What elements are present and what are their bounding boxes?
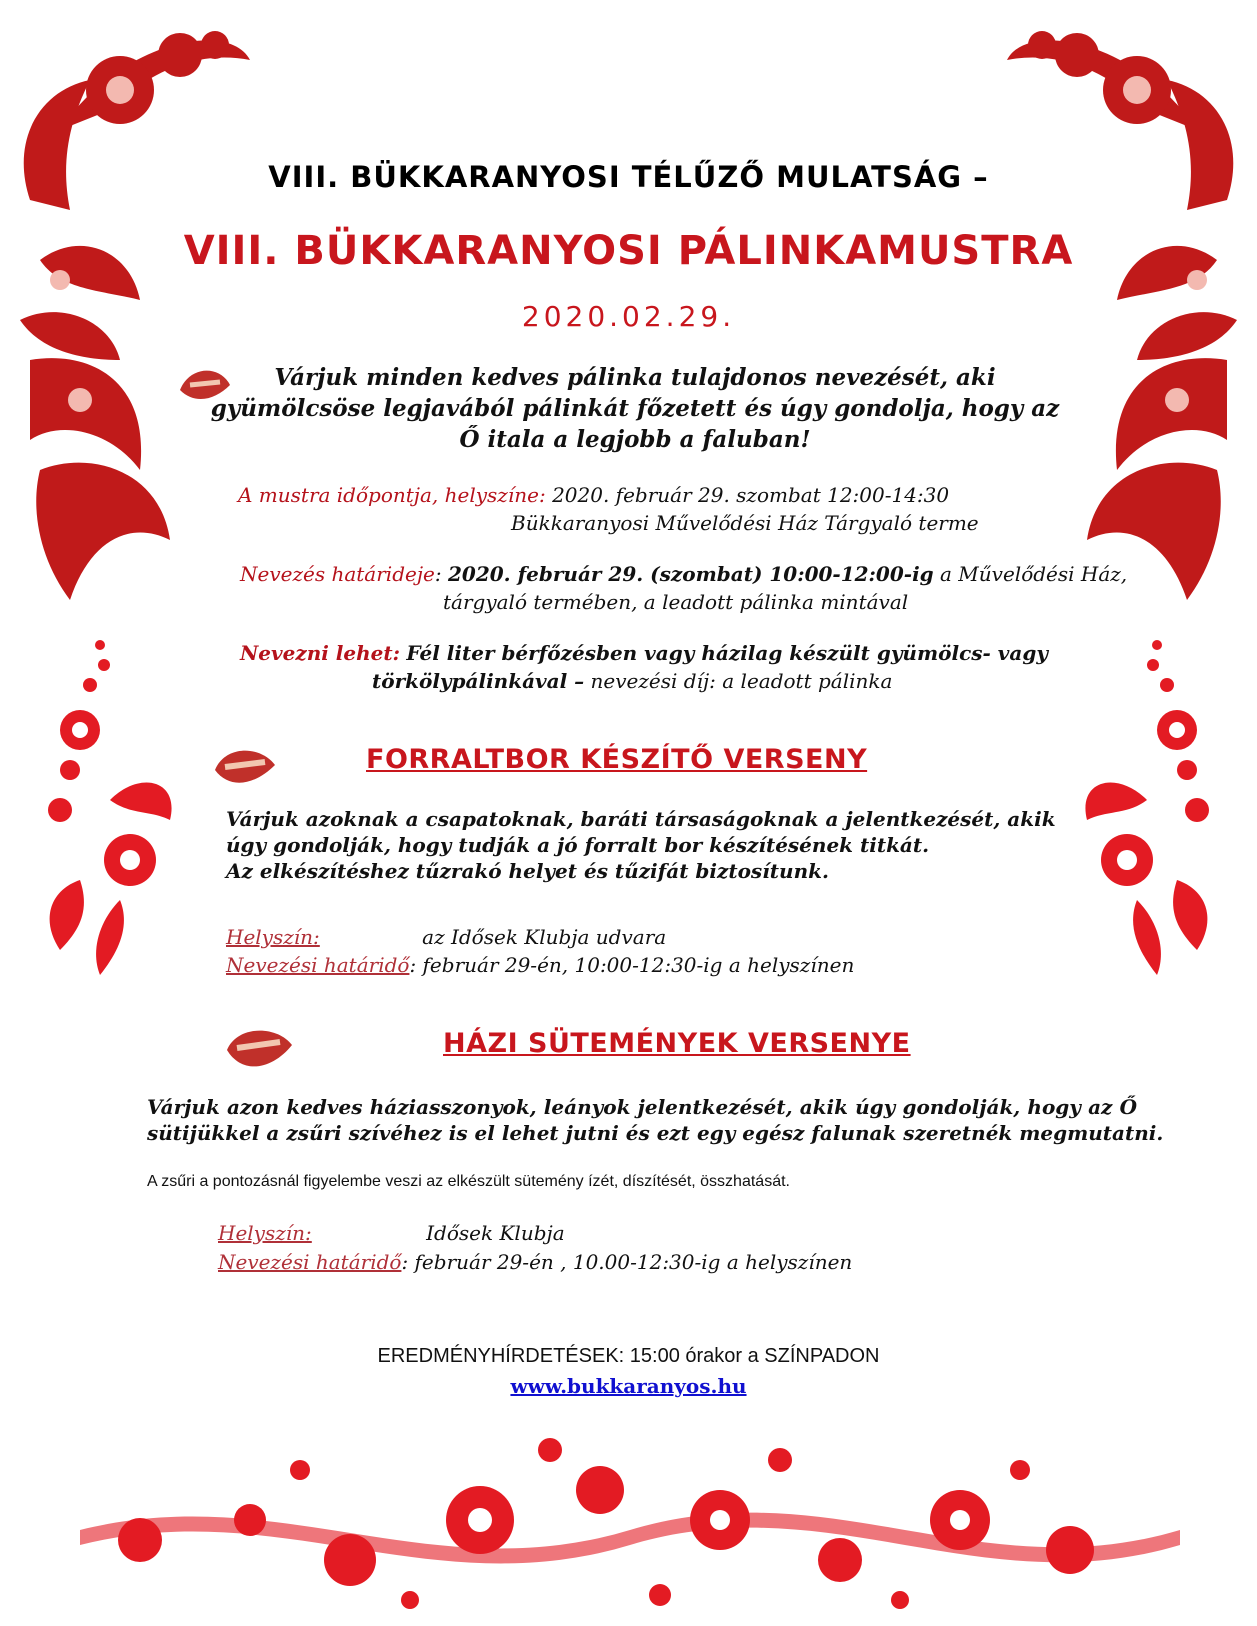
forraltbor-deadline-row <box>226 952 854 978</box>
mustra-entry-label: Nevezni lehet: <box>240 641 401 665</box>
forraltbor-text-line3: Az elkészítéshez tűzrakó helyet és tűzifát biztosítunk. <box>226 859 829 883</box>
forraltbor-deadline-value: : február 29-én, 10:00-12:30-ig a helyszínen <box>409 953 855 977</box>
forraltbor-text-line2: úgy gondolják, hogy tudják a jó forralt bor készítésének titkát. <box>226 833 930 857</box>
mustra-entry-value2a: törkölypálinkával – <box>372 669 585 693</box>
event-date: 2020.02.29. <box>521 300 736 333</box>
folk-garland-bottom-icon <box>80 1410 1180 1620</box>
folk-flower-left-icon <box>20 630 210 980</box>
mustra-time-label: A mustra időpontja, helyszíne: <box>238 483 546 507</box>
mustra-entry-value2b: nevezési díj: a leadott pálinka <box>590 669 893 693</box>
forraltbor-place-value: az Idősek Klubja udvara <box>422 925 667 949</box>
event-subtitle: VIII. BÜKKARANYOSI PÁLINKAMUSTRA <box>183 228 1074 274</box>
event-title: VIII. BÜKKARANYOSI TÉLŰZŐ MULATSÁG – <box>268 160 989 194</box>
sutemeny-deadline-label: Nevezési határidő <box>218 1250 402 1274</box>
sutemeny-deadline-value: : február 29-én , 10.00-12:30-ig a helyszínen <box>401 1250 853 1274</box>
mustra-place: Bükkaranyosi Művelődési Ház Tárgyaló terme <box>511 511 979 535</box>
mustra-deadline-rest: a Művelődési Ház, <box>940 562 1128 586</box>
website-link[interactable]: www.bukkaranyos.hu <box>510 1374 747 1398</box>
mustra-entry-row2 <box>372 668 892 694</box>
sutemeny-place-label: Helyszín: <box>218 1221 312 1245</box>
sutemeny-text <box>147 1094 1164 1146</box>
sutemeny-place-row <box>218 1220 565 1246</box>
forraltbor-text-line1: Várjuk azoknak a csapatoknak, baráti társaságoknak a jelentkezését, akik <box>226 807 1056 831</box>
forraltbor-title: FORRALTBOR KÉSZÍTŐ VERSENY <box>366 744 868 775</box>
mustra-time-row <box>238 482 949 508</box>
forraltbor-text <box>226 806 1056 884</box>
sutemeny-place-value: Idősek Klubja <box>426 1221 565 1245</box>
sutemeny-deadline-row <box>218 1249 852 1275</box>
forraltbor-place-row <box>226 924 666 950</box>
mustra-deadline-value: 2020. február 29. (szombat) 10:00-12:00-ig <box>447 562 934 586</box>
mustra-entry-value1: Fél liter bérfőzésben vagy házilag készült gyümölcs- vagy <box>406 641 1048 665</box>
forraltbor-deadline-label: Nevezési határidő <box>226 953 410 977</box>
mustra-entry-row <box>240 640 1048 666</box>
sutemeny-title: HÁZI SÜTEMÉNYEK VERSENYE <box>443 1028 911 1059</box>
forraltbor-place-label: Helyszín: <box>226 925 320 949</box>
sutemeny-text-line2: sütijükkel a zsűri szívéhez is el lehet jutni és ezt egy egész falunak szeretnék megmutatni. <box>147 1121 1164 1145</box>
mustra-deadline-label: Nevezés határideje <box>240 562 435 586</box>
folk-bird-icon <box>222 1020 297 1080</box>
intro-text: Várjuk minden kedves pálinka tulajdonos nevezését, aki gyümölcsöse legjavából pálinkát főzetett és úgy gondolja, hogy az Ő itala a legjobb a faluban! <box>210 364 1060 453</box>
mustra-deadline-row <box>240 561 1127 587</box>
website-row <box>0 1374 1257 1398</box>
sutemeny-text-line1: Várjuk azon kedves háziasszonyok, leányok jelentkezését, akik úgy gondolják, hogy az Ő <box>147 1095 1137 1119</box>
mustra-deadline-line2: tárgyaló termében, a leadott pálinka mintával <box>443 590 909 614</box>
folk-flower-right-icon <box>1047 630 1237 980</box>
folk-bird-icon <box>210 740 280 795</box>
mustra-time-value: 2020. február 29. szombat 12:00-14:30 <box>552 483 950 507</box>
sutemeny-note: A zsűri a pontozásnál figyelembe veszi az elkészült sütemény ízét, díszítését, összhatását. <box>147 1173 790 1190</box>
results-announcement: EREDMÉNYHÍRDETÉSEK: 15:00 órakor a SZÍNPADON <box>377 1345 880 1367</box>
mustra-deadline-colon: : <box>434 562 442 586</box>
